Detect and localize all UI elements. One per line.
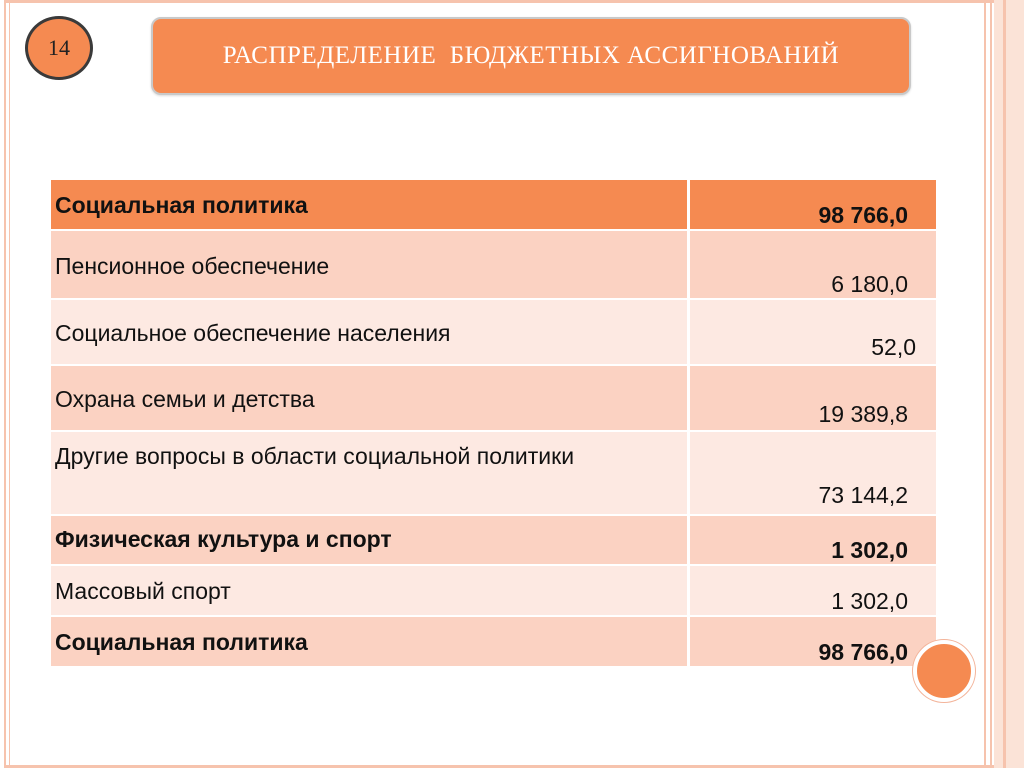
frame-right-border (984, 0, 986, 768)
table-row (51, 515, 936, 565)
slide-title: РАСПРЕДЕЛЕНИЕ БЮДЖЕТНЫХ АССИГНОВАНИЙ (222, 42, 840, 69)
frame-right-border-inner (990, 0, 992, 768)
table-row (51, 230, 936, 299)
title-banner (151, 17, 911, 95)
row-value: 98 766,0 (818, 639, 908, 665)
slide-number-badge (25, 16, 93, 80)
table-row (51, 365, 936, 431)
table-row (51, 431, 936, 515)
frame-left-border (4, 0, 6, 768)
row-name: Социальная политика (51, 616, 689, 667)
decorative-circle (913, 640, 975, 702)
frame-right-stripe (1003, 0, 1006, 768)
row-name: Массовый спорт (51, 565, 689, 616)
row-value: 73 144,2 (818, 482, 908, 508)
row-name: Физическая культура и спорт (51, 515, 689, 565)
row-value-cell (689, 365, 937, 431)
row-value-cell (689, 431, 937, 515)
row-value-cell (689, 230, 937, 299)
row-name: Другие вопросы в области социальной политики (51, 431, 689, 515)
budget-table (51, 180, 936, 668)
frame-top-border (4, 0, 1024, 3)
row-value: 6 180,0 (831, 271, 908, 297)
frame-right-band (994, 0, 1024, 768)
row-value: 1 302,0 (831, 588, 908, 614)
row-name: Пенсионное обеспечение (51, 230, 689, 299)
row-value: 98 766,0 (818, 202, 908, 228)
row-value-cell (689, 565, 937, 616)
row-name: Социальное обеспечение населения (51, 299, 689, 365)
frame-left-border-inner (9, 0, 10, 768)
row-value-cell (689, 515, 937, 565)
row-name: Социальная политика (51, 180, 689, 230)
row-name: Охрана семьи и детства (51, 365, 689, 431)
row-value: 1 302,0 (831, 537, 908, 563)
table-row (51, 616, 936, 667)
slide-number: 14 (48, 35, 70, 60)
table-row (51, 180, 936, 230)
row-value: 19 389,8 (818, 401, 908, 427)
row-value-cell (689, 616, 937, 667)
table-row (51, 299, 936, 365)
row-value-cell (689, 299, 937, 365)
row-value-cell (689, 180, 937, 230)
table-row (51, 565, 936, 616)
row-value: 52,0 (871, 334, 916, 360)
